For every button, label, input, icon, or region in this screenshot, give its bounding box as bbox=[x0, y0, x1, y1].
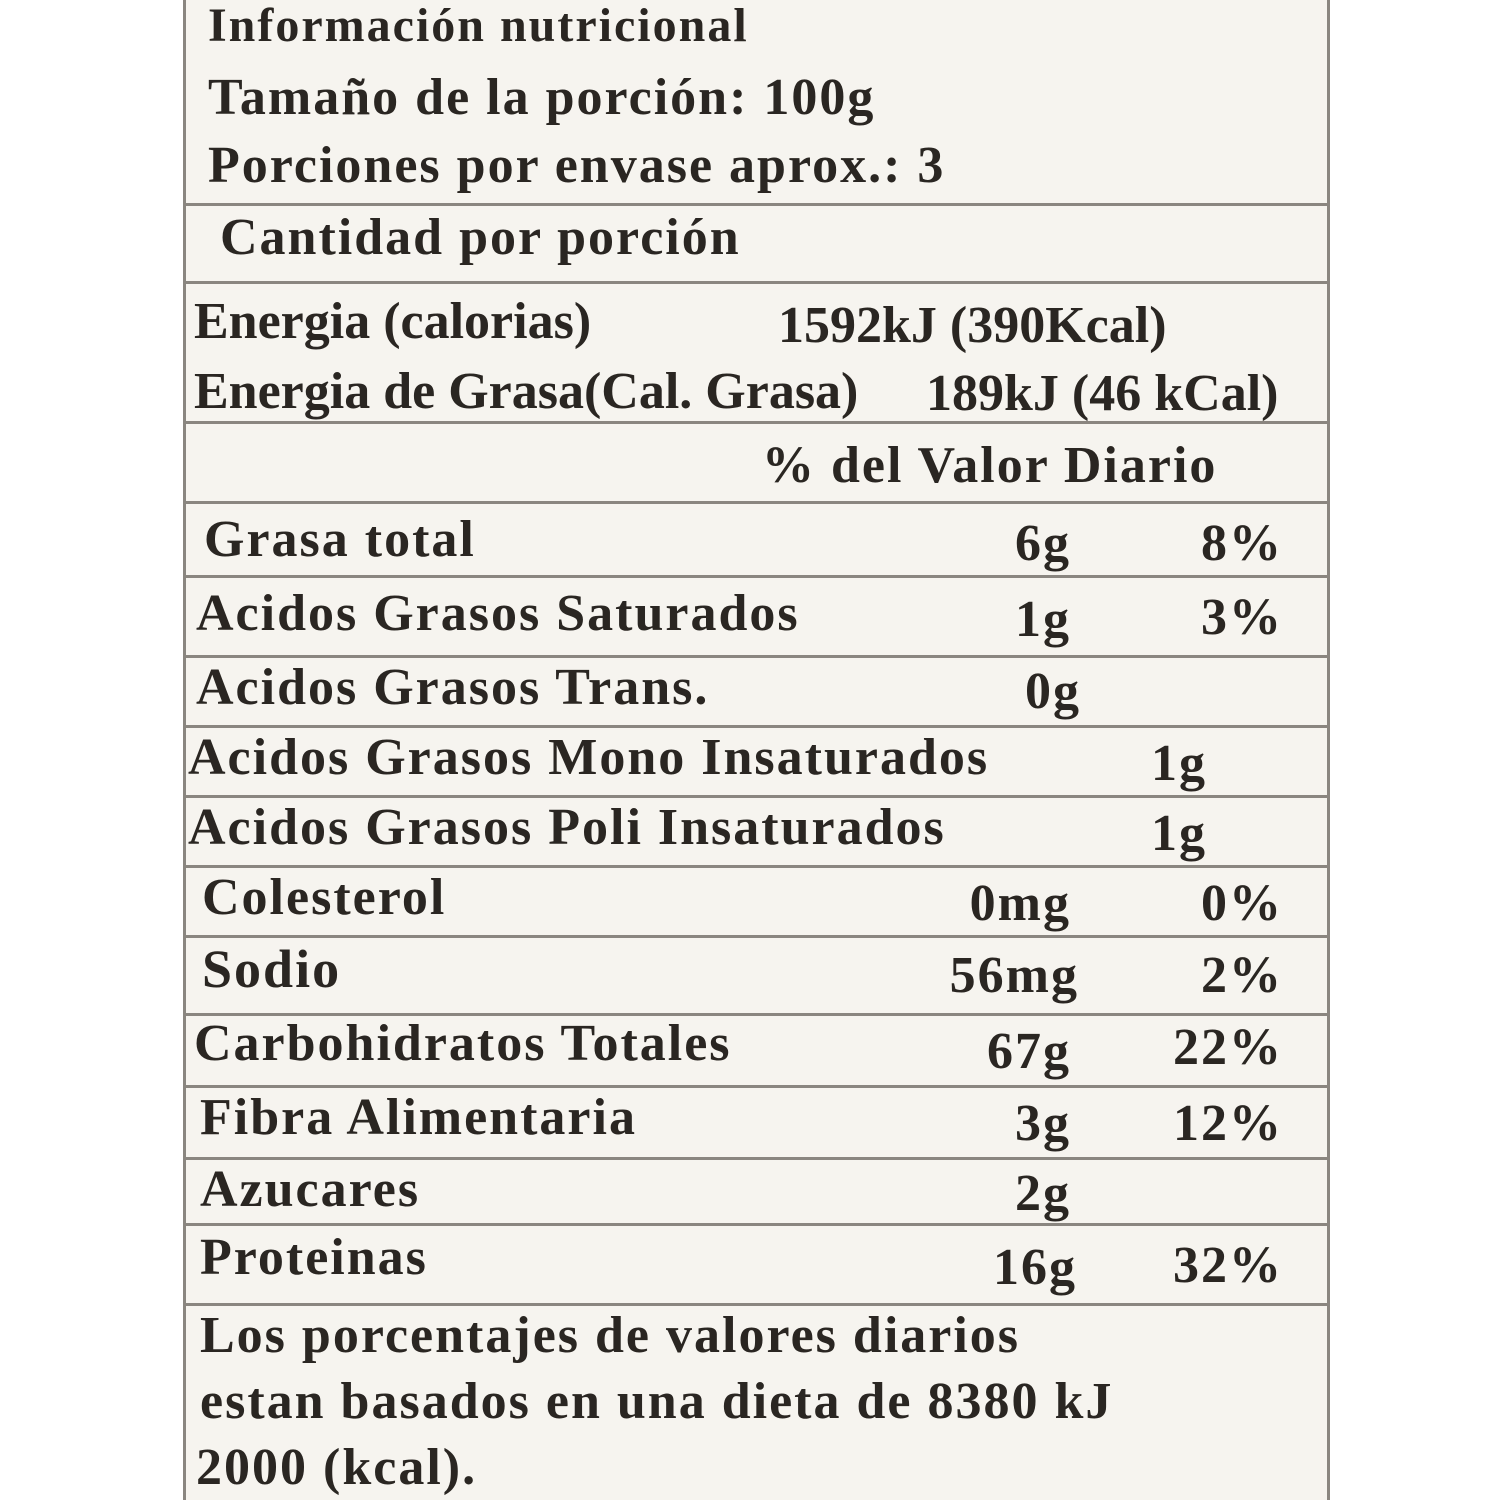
nutrient-daily-value: 12% bbox=[1173, 1095, 1283, 1152]
nutrient-row bbox=[186, 578, 1327, 658]
nutrient-amount: 1g bbox=[1015, 591, 1071, 648]
energy-label: Energia (calorias) bbox=[194, 293, 592, 350]
nutrient-row bbox=[186, 1160, 1327, 1226]
nutrient-label: Acidos Grasos Mono Insaturados bbox=[188, 729, 990, 786]
nutrient-amount: 56mg bbox=[949, 947, 1079, 1004]
nutrient-row bbox=[186, 868, 1327, 938]
amount-per-serving: Cantidad por porción bbox=[220, 209, 741, 266]
nutrient-daily-value: 22% bbox=[1173, 1019, 1283, 1076]
daily-value-header-row bbox=[186, 424, 1327, 504]
nutrient-label: Sodio bbox=[202, 939, 342, 999]
nutrient-row bbox=[186, 504, 1327, 578]
fat-energy-label: Energia de Grasa(Cal. Grasa) bbox=[194, 363, 859, 420]
amount-per-serving-row bbox=[186, 206, 1327, 284]
nutrient-label: Colesterol bbox=[202, 869, 447, 926]
nutrient-row bbox=[186, 938, 1327, 1016]
nutrition-label bbox=[183, 0, 1330, 1500]
nutrient-amount: 0mg bbox=[969, 875, 1071, 932]
footnote bbox=[186, 1306, 1327, 1500]
footnote-line: 2000 (kcal). bbox=[196, 1439, 478, 1496]
nutrient-amount: 6g bbox=[1015, 515, 1071, 572]
nutrient-label: Acidos Grasos Saturados bbox=[196, 585, 800, 642]
servings-per-container: Porciones por envase aprox.: 3 bbox=[208, 137, 946, 194]
nutrient-label: Grasa total bbox=[204, 511, 476, 568]
energy-value: 1592kJ (390Kcal) bbox=[778, 297, 1167, 354]
nutrient-amount: 3g bbox=[1015, 1095, 1071, 1152]
nutrient-daily-value: 3% bbox=[1201, 589, 1283, 646]
nutrient-daily-value: 8% bbox=[1201, 515, 1283, 572]
nutrient-label: Proteinas bbox=[200, 1229, 428, 1286]
nutrient-amount: 16g bbox=[993, 1239, 1077, 1296]
energy-block bbox=[186, 284, 1327, 424]
footnote-line: Los porcentajes de valores diarios bbox=[200, 1307, 1021, 1364]
nutrient-label: Fibra Alimentaria bbox=[200, 1089, 637, 1146]
nutrient-amount: 2g bbox=[1015, 1165, 1071, 1222]
nutrient-row bbox=[186, 1088, 1327, 1160]
header-block bbox=[186, 0, 1327, 206]
nutrient-row bbox=[186, 1016, 1327, 1088]
nutrient-amount: 1g bbox=[1151, 805, 1207, 862]
nutrient-row bbox=[186, 1226, 1327, 1306]
nutrient-daily-value: 2% bbox=[1201, 947, 1283, 1004]
nutrient-amount: 0g bbox=[1025, 663, 1081, 720]
nutrient-label: Acidos Grasos Trans. bbox=[196, 659, 710, 716]
fat-energy-value: 189kJ (46 kCal) bbox=[926, 365, 1279, 422]
nutrient-label: Azucares bbox=[200, 1161, 421, 1218]
nutrient-amount: 67g bbox=[987, 1023, 1071, 1080]
nutrient-amount: 1g bbox=[1151, 735, 1207, 792]
nutrient-daily-value: 32% bbox=[1173, 1237, 1283, 1294]
label-title: Información nutricional bbox=[208, 0, 749, 52]
nutrient-row bbox=[186, 658, 1327, 728]
nutrient-label: Acidos Grasos Poli Insaturados bbox=[188, 799, 946, 856]
daily-value-header: % del Valor Diario bbox=[762, 437, 1218, 494]
serving-size: Tamaño de la porción: 100g bbox=[208, 69, 876, 126]
nutrient-row bbox=[186, 798, 1327, 868]
footnote-line: estan basados en una dieta de 8380 kJ bbox=[200, 1373, 1114, 1430]
nutrient-label: Carbohidratos Totales bbox=[194, 1015, 732, 1072]
nutrient-row bbox=[186, 728, 1327, 798]
nutrient-daily-value: 0% bbox=[1201, 875, 1283, 932]
